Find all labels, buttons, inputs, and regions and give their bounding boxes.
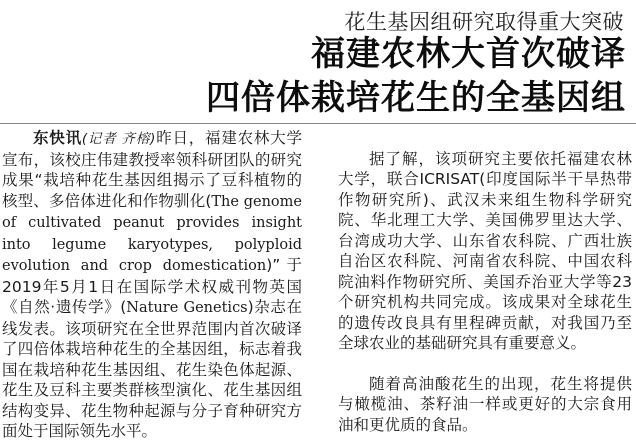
paragraph-1-text-a: 昨日，福建农林大学宣布，该校庄伟建教授率领科研团队的研究成果“栽培种花生基因组揭示了豆科植物的核型、多倍体进化和作物驯化( bbox=[2, 129, 302, 210]
dateline: 东快讯 bbox=[33, 129, 82, 147]
paragraph-2: 据了解，该项研究主要依托福建农林大学，联合ICRISAT(印度国际半干旱热带作物研究所)、武汉未来组生物科学研究院、华北理工大学、美国佛罗里达大学、台湾成功大学、山东省农科院、广西壮族自治区农科院、河南省农科院、中国农科院油料作物研究所、美国乔治亚大学等23个研究机构共同完成。该成果对全球花生的遗传改良具有里程碑贡献，对我国乃至全球农业的基础研究具有重要意义。 bbox=[338, 149, 632, 352]
article-column-right bbox=[338, 128, 632, 435]
article-column-left bbox=[2, 128, 302, 442]
journal-name-english: Nature Genetics bbox=[126, 300, 248, 316]
paragraph-1-text-b: )”于2019年5月1日在国际学术权威刊物英国《自然·遗传学》( bbox=[2, 256, 303, 316]
paragraph-1 bbox=[2, 128, 302, 442]
paragraph-3: 随着高油酸花生的出现，花生将提供与橄榄油、茶籽油一样或更好的大宗食用油和更优质的食品。 bbox=[338, 374, 632, 434]
paragraph-1-text-c: )杂志在线发表。该项研究在全世界范围内首次破译了四倍体栽培种花生的全基因组，标志着我国在栽培种花生基因组、花生染色体起源、花生及豆科主要类群核型演化、花生基因组结构变异、花生物种起源与分子育种研究方面处于国际领先水平。 bbox=[2, 298, 302, 440]
reporter-credit: (记者 齐榕) bbox=[81, 131, 156, 147]
headline-line-2: 四倍体栽培花生的全基因组 bbox=[206, 78, 626, 118]
paper-title-english: The genome of cultivated peanut provides insight into legume karyotypes, polyploid evolution and crop domestication bbox=[2, 193, 302, 274]
headline-line-1: 福建农林大首次破译 bbox=[311, 34, 626, 74]
headline-divider bbox=[0, 123, 636, 124]
kicker-headline: 花生基因组研究取得重大突破 bbox=[344, 10, 624, 34]
